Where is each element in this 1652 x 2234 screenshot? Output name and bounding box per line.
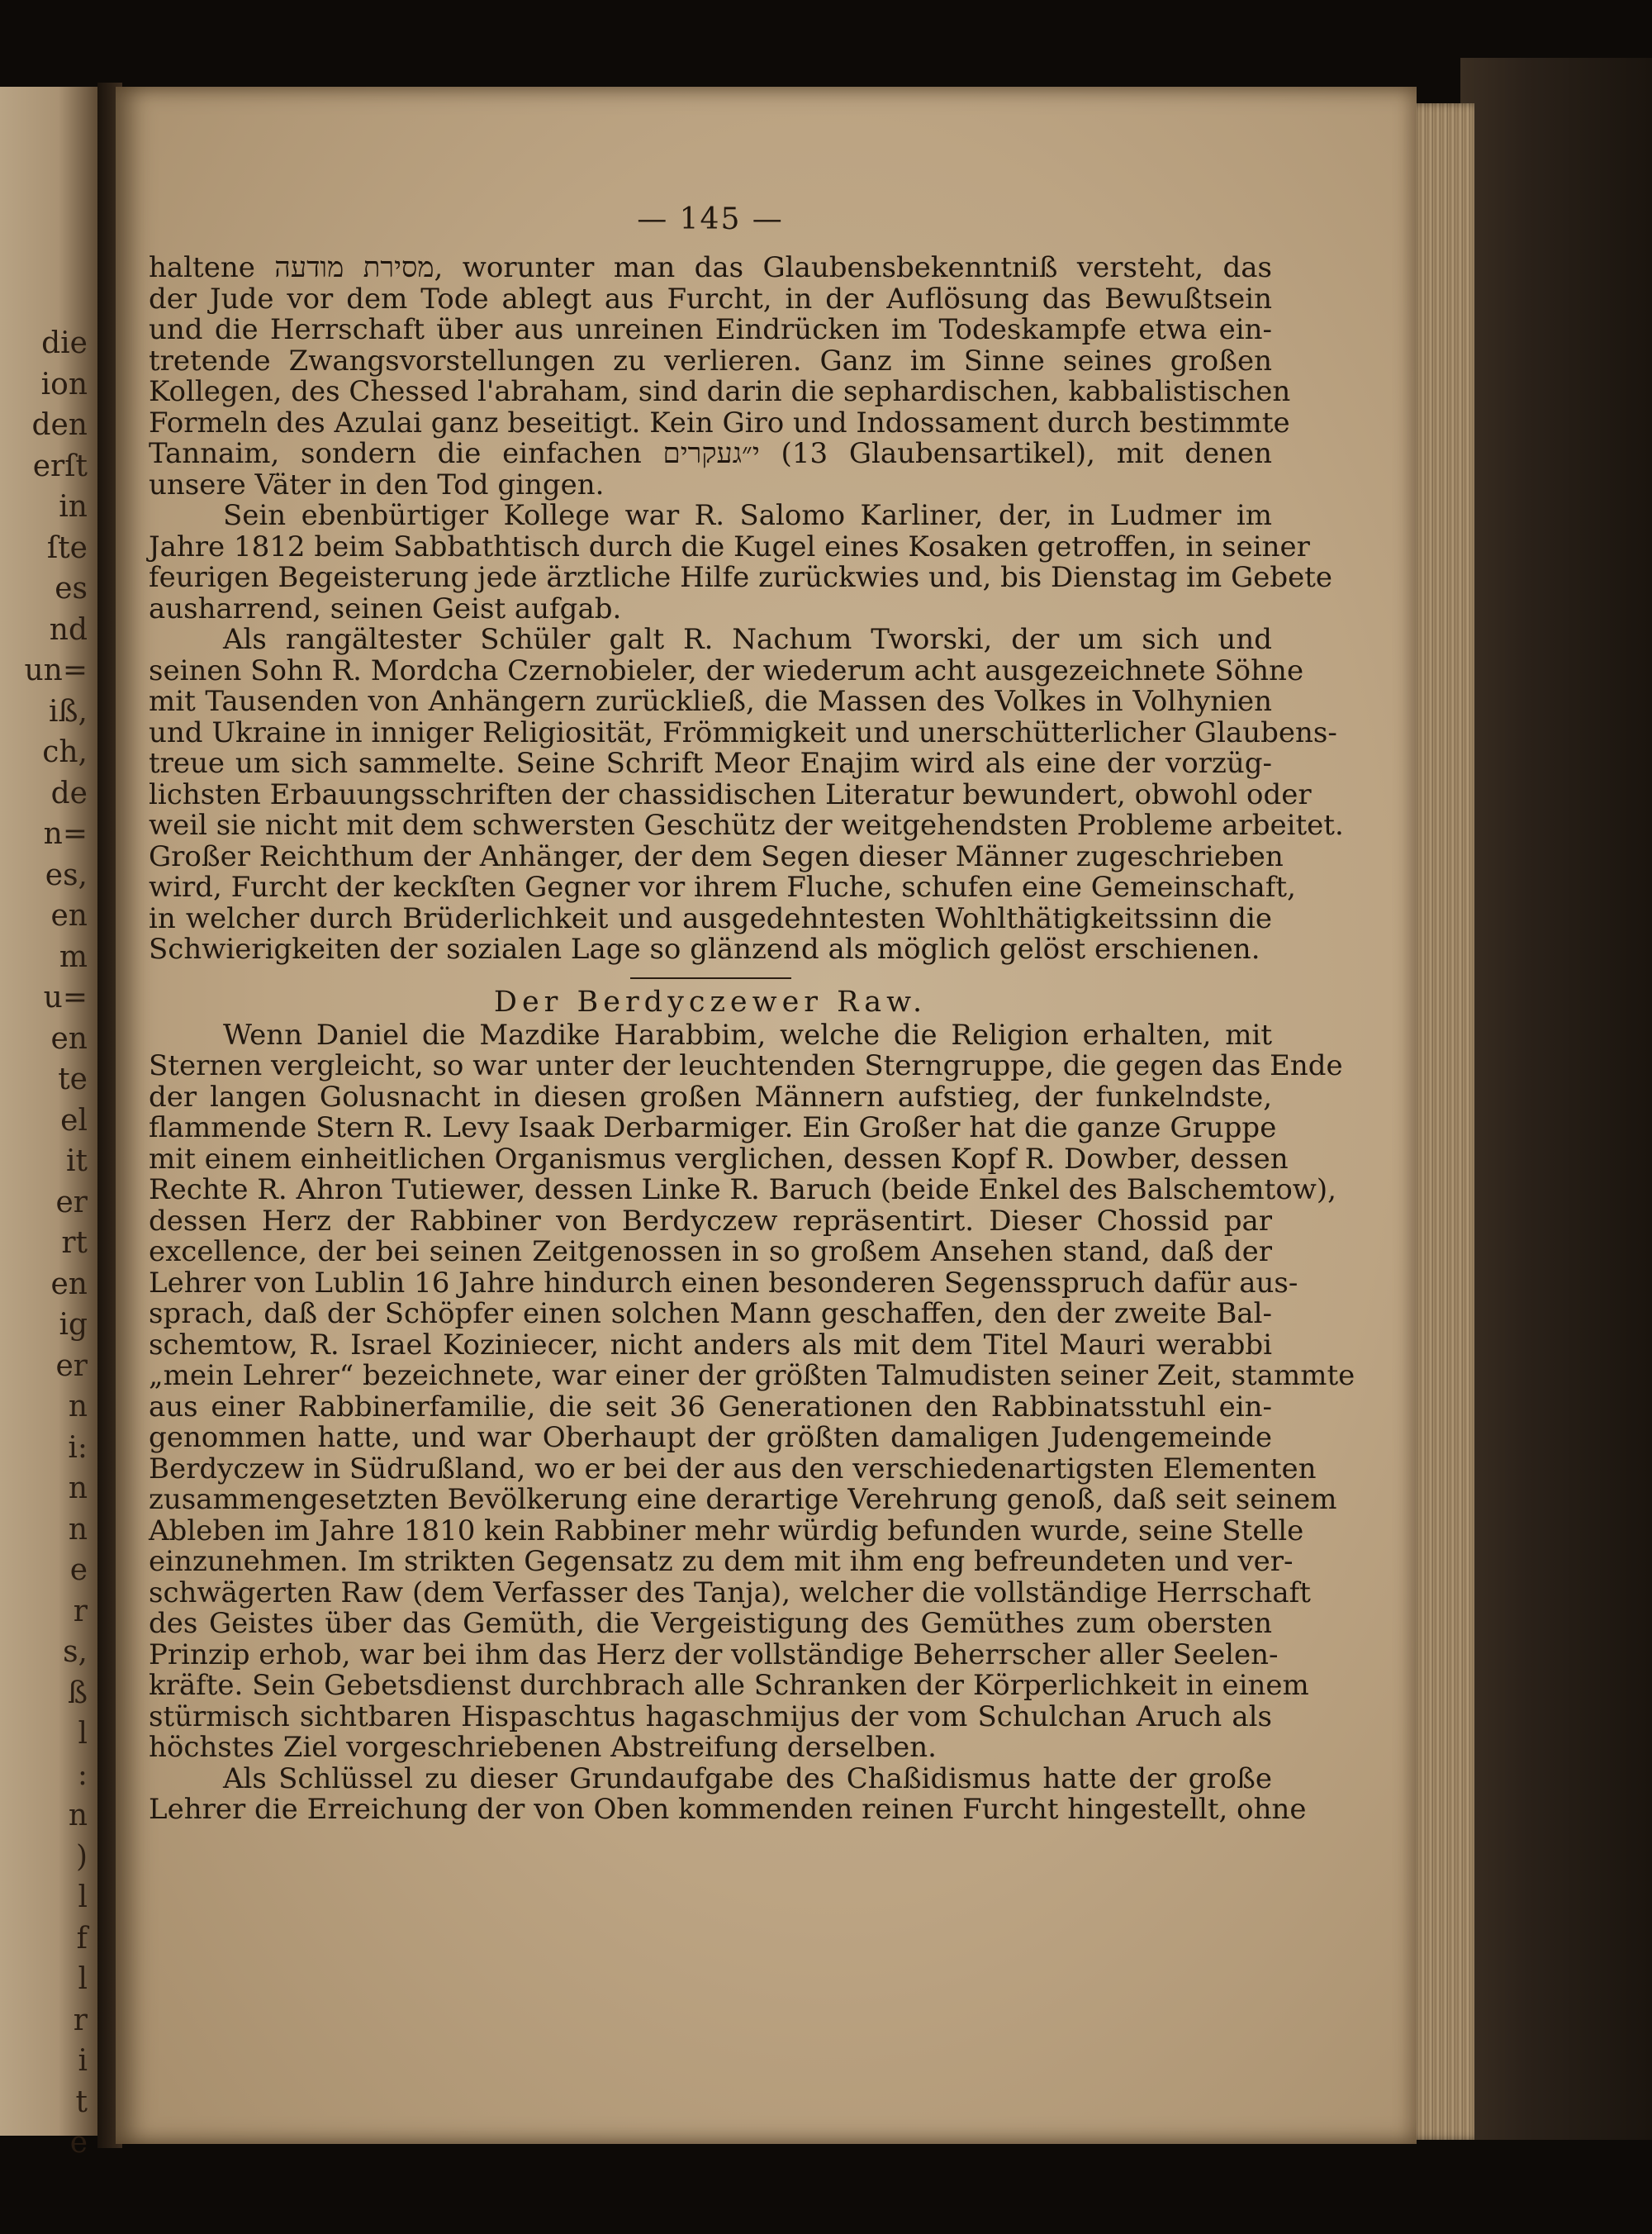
- text-line: genommen hatte, und war Oberhaupt der größten damaligen Judengemeinde: [149, 1421, 1272, 1454]
- text-line: Als rangältester Schüler galt R. Nachum Tworski, der um sich und: [223, 623, 1272, 656]
- text-line: feurigen Begeisterung jede ärztliche Hilfe zurückwies und, bis Dienstag im Gebete: [149, 561, 1333, 594]
- left-page-fragment: it: [66, 1144, 88, 1178]
- left-page-fragment: r: [73, 1594, 88, 1628]
- paragraph-4: [149, 1018, 1355, 1764]
- left-page-fragment: l: [78, 1880, 88, 1914]
- left-page-fragment: ig: [59, 1308, 88, 1342]
- text-line: sprach, daß der Schöpfer einen solchen Mann geschaffen, den der zweite Bal-: [149, 1297, 1272, 1330]
- text-line: höchstes Ziel vorgeschriebenen Abstreifung derselben.: [149, 1731, 937, 1764]
- left-page-fragment: den: [31, 408, 88, 442]
- left-page-fragment: ſte: [46, 530, 88, 565]
- left-page-fragment: iß,: [48, 694, 88, 729]
- left-page-fragment: er: [55, 1348, 88, 1383]
- paragraph-2: [149, 499, 1333, 625]
- text-line: Als Schlüssel zu dieser Grundaufgabe des Chaßidismus hatte der große: [223, 1761, 1272, 1795]
- left-page-fragment: ß: [67, 1676, 88, 1710]
- text-line: seinen Sohn R. Mordcha Czernobieler, der wiederum acht ausgezeichnete Söhne: [149, 654, 1304, 687]
- text-line: kräfte. Sein Gebetsdienst durchbrach alle Schranken der Körperlichkeit in einem: [149, 1669, 1309, 1702]
- text-line: haltene מסירת מודעה, worunter man das Glaubensbekenntniß versteht, das: [149, 251, 1272, 284]
- text-line: schwägerten Raw (dem Verfasser des Tanja), welcher die vollständige Herrschaft: [149, 1576, 1311, 1609]
- text-line: flammende Stern R. Levy Isaak Derbarmiger. Ein Großer hat die ganze Gruppe: [149, 1111, 1277, 1144]
- text-line: Lehrer die Erreichung der von Oben kommenden reinen Furcht hingestellt, ohne: [149, 1793, 1307, 1826]
- left-page-fragment: en: [50, 1267, 88, 1301]
- left-page-fragment: un=: [24, 654, 88, 687]
- text-line: Jahre 1812 beim Sabbathtisch durch die Kugel eines Kosaken getroffen, in seiner: [149, 530, 1310, 563]
- left-page-fragment: nd: [49, 612, 88, 647]
- left-page-fragment: rt: [61, 1226, 88, 1260]
- text-line: tretende Zwangsvorstellungen zu verlieren. Ganz im Sinne seines großen: [149, 344, 1272, 378]
- left-page-fragment: r: [73, 2003, 88, 2037]
- text-line: excellence, der bei seinen Zeitgenossen in so großem Ansehen stand, daß der: [149, 1235, 1272, 1268]
- text-line: Wenn Daniel die Mazdike Harabbim, welche die Religion erhalten, mit: [223, 1018, 1272, 1052]
- left-page-fragment: ion: [40, 367, 88, 402]
- text-line: Schwierigkeiten der sozialen Lage so glänzend als möglich gelöst erschienen.: [149, 933, 1260, 966]
- text-line: ausharrend, seinen Geist aufgab.: [149, 592, 622, 625]
- text-line: treue um sich sammelte. Seine Schrift Meor Enajim wird als eine der vorzüg-: [149, 747, 1272, 780]
- left-page-fragment: n: [68, 1799, 88, 1832]
- left-page-fragment: e: [69, 2126, 88, 2160]
- text-line: Lehrer von Lublin 16 Jahre hindurch einen besonderen Segensspruch dafür aus-: [149, 1266, 1298, 1300]
- left-page-fragment: t: [75, 2084, 88, 2119]
- text-line: einzunehmen. Im strikten Gegensatz zu dem mit ihm eng befreundeten und ver-: [149, 1545, 1294, 1578]
- left-page-fragment: en: [50, 899, 88, 933]
- paragraph-1: [149, 251, 1291, 501]
- left-page-fragment: n: [68, 1390, 88, 1424]
- left-page-fragment: n=: [43, 817, 88, 851]
- text-line: Berdyczew in Südrußland, wo er bei der aus den verschiedenartigsten Elementen: [149, 1452, 1317, 1485]
- left-page-edge: [0, 87, 97, 2160]
- text-line: des Geistes über das Gemüth, die Vergeistigung des Gemüthes zum obersten: [149, 1607, 1272, 1640]
- section-heading: Der Berdyczewer Raw.: [493, 985, 928, 1019]
- text-line: schemtow, R. Israel Koziniecer, nicht anders als mit dem Titel Mauri werabbi: [149, 1328, 1272, 1362]
- left-page-fragment: m: [59, 939, 88, 974]
- section-rule: [630, 977, 791, 979]
- text-line: lichsten Erbauungsschriften der chassidischen Literatur bewundert, obwohl oder: [149, 777, 1312, 811]
- left-page-fragment: in: [59, 490, 88, 524]
- left-page-fragment: i:: [68, 1430, 88, 1465]
- left-page-fragment: i: [78, 2044, 88, 2078]
- text-line: Tannaim, sondern die einfachen י״געקרים (13 Glaubensartikel), mit denen: [149, 437, 1273, 470]
- left-page-fragment: er: [55, 1185, 88, 1219]
- text-line: Sternen vergleicht, so war unter der leuchtenden Sterngruppe, die gegen das Ende: [149, 1049, 1343, 1082]
- left-page-fragment: die: [41, 326, 88, 360]
- left-page-fragment: es: [55, 572, 88, 606]
- left-page-fragment: ch,: [42, 735, 88, 769]
- text-line: Rechte R. Ahron Tutiewer, dessen Linke R. Baruch (beide Enkel des Balschemtow),: [149, 1173, 1336, 1206]
- text-line: und Ukraine in inniger Religiosität, Frömmigkeit und unerschütterlicher Glaubens-: [149, 715, 1337, 749]
- left-page-fragment: n: [68, 1512, 88, 1547]
- left-page-fragment: e: [69, 1553, 88, 1587]
- left-page-fragment: te: [58, 1062, 88, 1096]
- left-page-fragment: u=: [43, 981, 88, 1015]
- text-line: dessen Herz der Rabbiner von Berdyczew repräsentirt. Dieser Chossid par: [149, 1204, 1272, 1238]
- left-page-fragment: es,: [45, 858, 88, 892]
- left-page-fragment: erſt: [32, 449, 88, 483]
- text-line: in welcher durch Brüderlichkeit und ausgedehntesten Wohlthätigkeitssinn die: [149, 901, 1272, 935]
- text-line: der Jude vor dem Tode ablegt aus Furcht, in der Auflösung das Bewußtsein: [149, 282, 1272, 316]
- text-line: aus einer Rabbinerfamilie, die seit 36 Generationen den Rabbinatsstuhl ein-: [149, 1390, 1272, 1424]
- text-line: Kollegen, des Chessed l'abraham, sind darin die sephardischen, kabbalistischen: [149, 375, 1291, 408]
- left-page-fragment: n: [68, 1471, 88, 1505]
- text-line: Großer Reichthum der Anhänger, der dem Segen dieser Männer zugeschrieben: [149, 839, 1284, 873]
- text-line: weil sie nicht mit dem schwersten Geschütz der weitgehendsten Probleme arbeitet.: [149, 809, 1344, 842]
- paragraph-5: [149, 1761, 1307, 1826]
- left-page-fragment: el: [60, 1103, 88, 1138]
- text-line: Formeln des Azulai ganz beseitigt. Kein Giro und Indossament durch bestimmte: [149, 406, 1290, 440]
- left-page-fragment: de: [50, 776, 88, 810]
- book-cover: [1460, 58, 1652, 2140]
- text-line: mit einem einheitlichen Organismus verglichen, dessen Kopf R. Dowber, dessen: [149, 1142, 1289, 1176]
- left-page-fragment: l: [78, 1962, 88, 1996]
- text-line: zusammengesetzten Bevölkerung eine derartige Verehrung genoß, daß seit seinem: [149, 1483, 1337, 1516]
- text-line: mit Tausenden von Anhängern zurückließ, die Massen des Volkes in Volhynien: [149, 685, 1272, 718]
- text-line: und die Herrschaft über aus unreinen Eindrücken im Todeskampfe etwa ein-: [149, 313, 1272, 346]
- page-number: — 145 —: [637, 202, 784, 236]
- book-page: [116, 87, 1417, 2144]
- text-line: Sein ebenbürtiger Kollege war R. Salomo Karliner, der, in Ludmer im: [223, 499, 1272, 532]
- text-line: der langen Golusnacht in diesen großen Männern aufstieg, der funkelndste,: [149, 1080, 1272, 1114]
- text-line: „mein Lehrer“ bezeichnete, war einer der größten Talmudisten seiner Zeit, stammte: [149, 1359, 1355, 1392]
- text-line: wird, Furcht der keckſten Gegner vor ihrem Fluche, schufen eine Gemeinschaft,: [149, 871, 1296, 904]
- text-line: stürmisch sichtbaren Hispaschtus hagaschmijus der vom Schulchan Aruch als: [149, 1699, 1272, 1733]
- left-page-fragment: :: [77, 1757, 88, 1792]
- text-line: Prinzip erhob, war bei ihm das Herz der vollständige Beherrscher aller Seelen-: [149, 1637, 1279, 1671]
- left-page-fragment: s,: [63, 1635, 88, 1669]
- text-line: Ableben im Jahre 1810 kein Rabbiner mehr würdig befunden wurde, seine Stelle: [149, 1514, 1304, 1547]
- left-page-fragment: l: [78, 1717, 88, 1751]
- left-page-fragment: en: [50, 1021, 88, 1056]
- left-page-fragment: ): [75, 1839, 88, 1874]
- page-text: [149, 202, 1355, 1826]
- paragraph-3: [149, 623, 1344, 966]
- text-line: unsere Väter in den Tod gingen.: [149, 468, 605, 501]
- left-page-fragment: f: [76, 1921, 88, 1956]
